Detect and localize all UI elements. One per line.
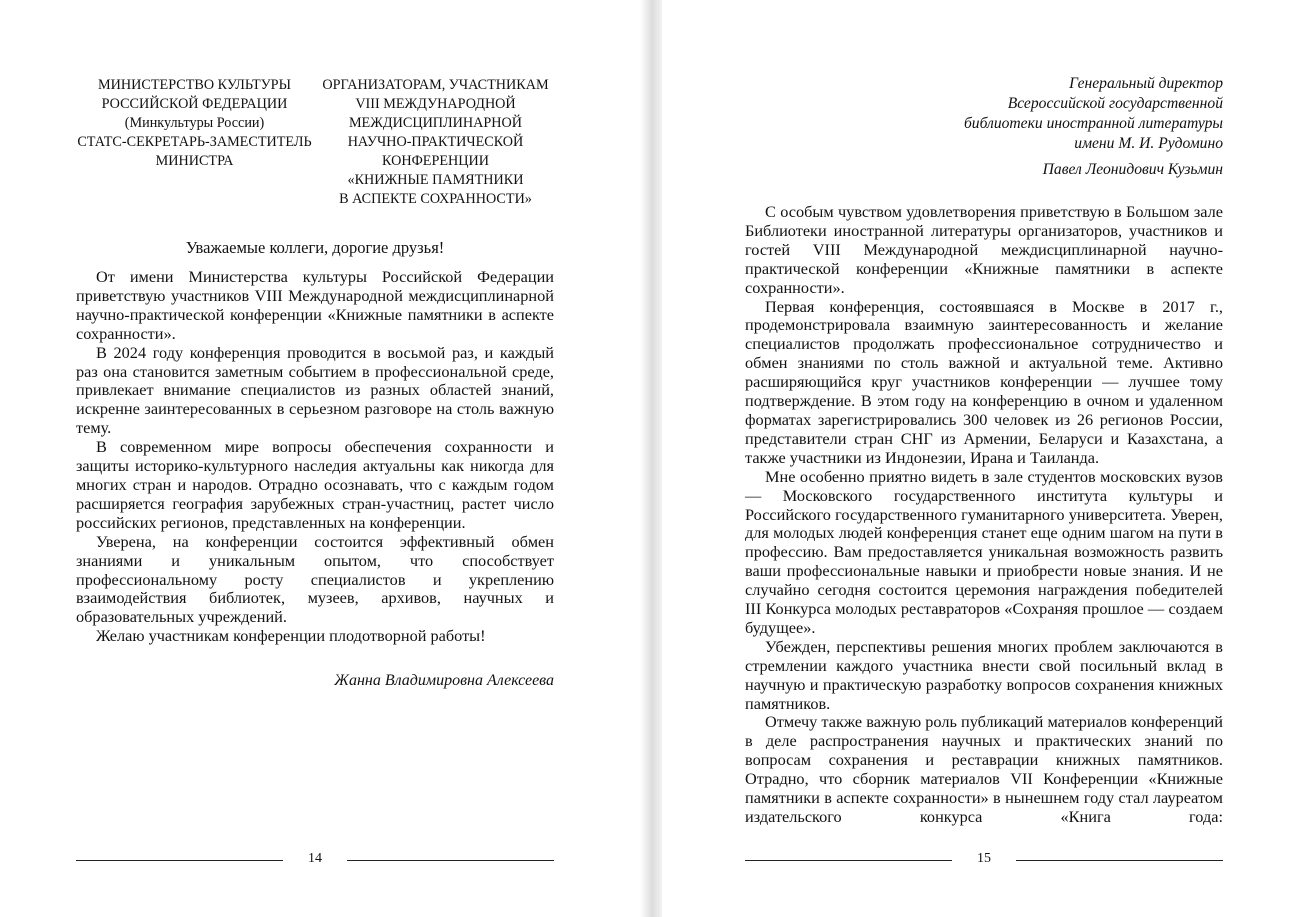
paragraph: Отмечу также важную роль публикаций материалов конференций в деле распространения научных и практических знаний по вопросам сохранения и реставрации книжных памятников. Отрадно, что сборник материалов VII Конференции «Книжные памятники в аспекте сохранности» в нынешнем году стал лауреатом издательского конкурса «Книга года: <box>745 712 1223 826</box>
paragraph: От имени Министерства культуры Российской Федерации приветствую участников VIII Международной междисциплинарной научно-практической конференции «Книжные памятники в аспекте сохранности». <box>76 267 554 343</box>
right-letter-body <box>745 203 1223 827</box>
footer-rule <box>745 860 952 861</box>
paragraph: Первая конференция, состоявшаяся в Москве в 2017 г., продемонстрировала взаимную заинтересованность и желание специалистов продолжать профессиональное сотрудничество и обмен знаниями по столь важной и актуальной теме. Активно расширяющийся круг участников конференции — лучшее тому подтверждение. В этом году на конференцию в очном и удаленном форматах зарегистрировались 300 человек из 26 регионов России, представители стран СНГ из Армении, Беларуси и Казахстана, а также участники из Индонезии, Ирана и Таиланда. <box>745 296 1223 467</box>
page-number: 14 <box>308 851 322 866</box>
left-letter-body <box>76 268 554 646</box>
signature-title-line: Всероссийской государственной <box>1007 95 1223 112</box>
addressee-header-line: В АСПЕКТЕ СОХРАННОСТИ» <box>339 191 532 207</box>
addressee-header-line: VIII МЕЖДУНАРОДНОЙ <box>355 96 516 112</box>
ministry-header-line: СТАТС-СЕКРЕТАРЬ-ЗАМЕСТИТЕЛЬ <box>77 134 312 150</box>
signature-title-line: Генеральный директор <box>1069 75 1223 92</box>
signature-title-line: библиотеки иностранной литературы <box>963 115 1223 132</box>
paragraph: С особым чувством удовлетворения приветствую в Большом зале Библиотеки иностранной литературы организаторов, участников и гостей VIII Международной междисциплинарной научно-практической конференции «Книжные памятники в аспекте сохранности». <box>745 202 1223 297</box>
footer-rule <box>347 860 554 861</box>
paragraph: Убежден, перспективы решения многих проблем заключаются в стремлении каждого участника внести свой посильный вклад в научную и практическую разработку вопросов сохранения книжных памятников. <box>745 636 1223 713</box>
book-gutter <box>640 0 662 917</box>
paragraph: Уверена, на конференции состоится эффективный обмен знаниями и уникальным опытом, что способствует профессиональному росту специалистов и укреплению взаимодействия библиотек, музеев, архивов, научных и образовательных учреждений. <box>76 531 554 627</box>
paragraph: В современном мире вопросы обеспечения сохранности и защиты историко-культурного наследия актуальны как никогда для многих стран и народов. Отрадно осознавать, что с каждым годом расширяется география зарубежных стран-участниц, растет число российских регионов, представленных на конференции. <box>76 437 554 532</box>
signature-title-line: имени М. И. Рудомино <box>1074 135 1223 152</box>
footer-rule <box>1016 860 1223 861</box>
ministry-header-line: (Минкультуры России) <box>124 115 265 131</box>
addressee-header-line: ОРГАНИЗАТОРАМ, УЧАСТНИКАМ <box>322 77 549 93</box>
page-number: 15 <box>977 851 991 866</box>
right-signature-title <box>745 74 1223 154</box>
ministry-header-line: РОССИЙСКОЙ ФЕДЕРАЦИИ <box>101 96 288 112</box>
paragraph: Желаю участникам конференции плодотворной работы! <box>96 626 486 646</box>
addressee-header-line: НАУЧНО-ПРАКТИЧЕСКОЙ <box>347 134 524 150</box>
ministry-header-line: МИНИСТРА <box>155 153 234 169</box>
right-signature-name: Павел Леонидович Кузьмин <box>1042 161 1223 178</box>
paragraph: Мне особенно приятно видеть в зале студентов московских вузов — Московского государственного института культуры и Российского государственного гуманитарного университета. Уверен, для молодых людей конференция станет еще одним шагом на пути в профессию. Вам предоставляется уникальная возможность развить ваши профессиональные навыки и приобрести новые знания. И не случайно сегодня состоится церемония награждения победителей III Конкурса молодых реставраторов «Сохраняя прошлое — создаем будущее». <box>745 466 1223 637</box>
ministry-header <box>72 76 317 171</box>
left-signature: Жанна Владимировна Алексеева <box>334 672 554 689</box>
addressee-header-line: МЕЖДИСЦИПЛИНАРНОЙ <box>348 115 523 131</box>
addressee-header <box>313 76 558 209</box>
paragraph: В 2024 году конференция проводится в восьмой раз, и каждый раз она становится заметным событием в профессиональной среде, привлекает внимание специалистов из разных областей знаний, искренне заинтересованных в серьезном разговоре на столь важную тему. <box>76 342 554 438</box>
ministry-header-line: МИНИСТЕРСТВО КУЛЬТУРЫ <box>98 77 291 93</box>
footer-rule <box>76 860 283 861</box>
greeting: Уважаемые коллеги, дорогие друзья! <box>185 238 445 257</box>
addressee-header-line: «КНИЖНЫЕ ПАМЯТНИКИ <box>347 172 524 188</box>
addressee-header-line: КОНФЕРЕНЦИИ <box>381 153 489 169</box>
